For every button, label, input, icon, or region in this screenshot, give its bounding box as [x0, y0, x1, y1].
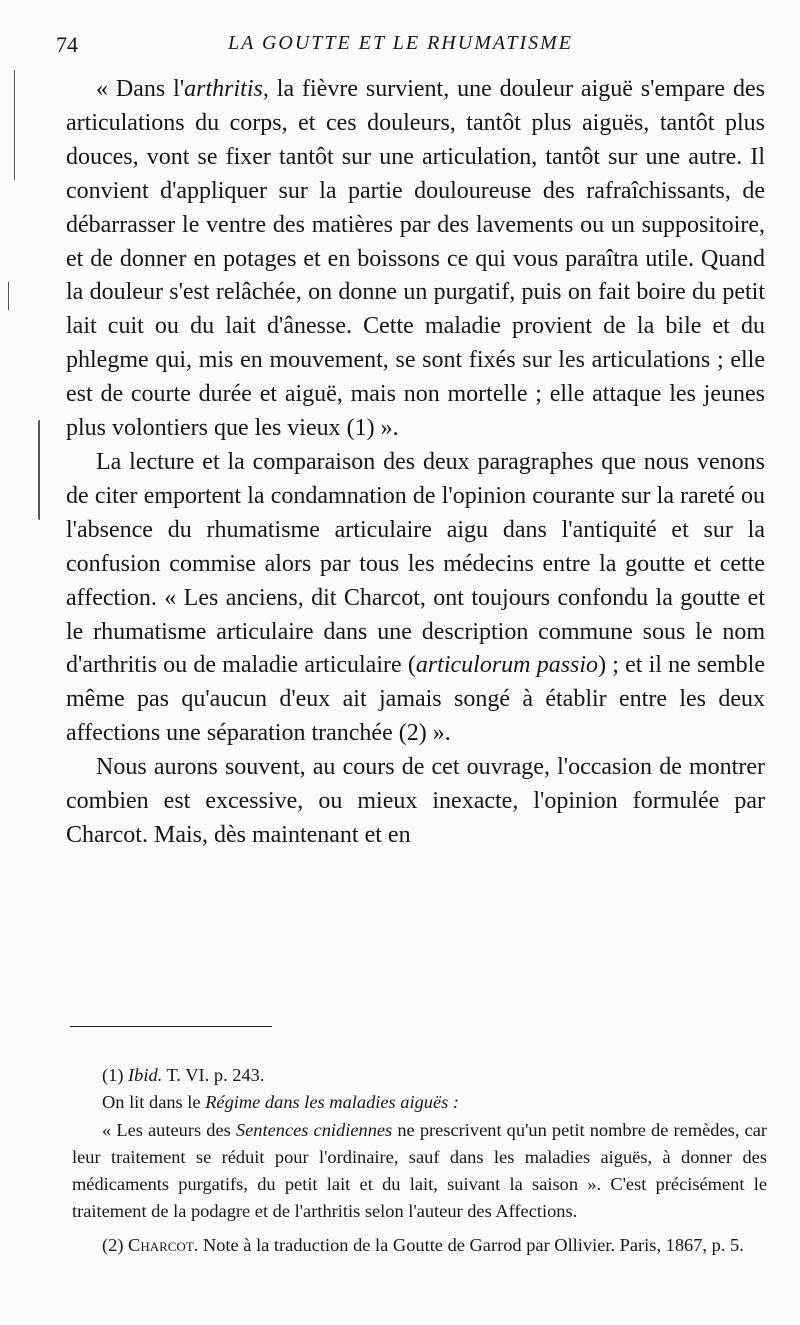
text-run: La lecture et la comparaison des deux paragraphes que nous venons de citer emportent la condamnation de l'opinion courante sur la rareté ou l'absence du rhumatisme articulaire aigu dans l'antiquité et sur la confusion commise alors par tous les médecins entre la goutte et cette affection. « Les anciens, dit Charcot, ont toujours confondu la goutte et le rhumatisme articulaire dans une description commune sous le nom d'arthritis ou de maladie articulaire (	[66, 448, 765, 679]
footnote-2	[72, 1232, 767, 1259]
footnotes	[72, 1062, 767, 1265]
italic-term: arthritis,	[184, 76, 269, 102]
text-run: On lit dans le	[102, 1092, 206, 1113]
text-run: ) ; et il ne semble même pas qu'aucun d'eux ait jamais songé à établir entre les deux affections une séparation tranchée (2) ».	[66, 652, 766, 747]
text-run: la fièvre survient, une douleur aiguë s'empare des articulations du corps, et ces douleurs, tantôt plus aiguës, tantôt plus douces, vont se fixer tantôt sur une articulation, tantôt sur une autre. Il convient d'appliquer sur la partie douloureuse des rafraîchissants, de débarrasser le ventre des matières par des lavements ou un suppositoire, et de donner en potages et en boissons ce qui vous paraîtra utile. Quand la douleur s'est relâchée, on donne un purgatif, puis on fait boire du petit lait cuit ou du lait d'ânesse. Cette maladie provient de la bile et du phlegme qui, mis en mouvement, se sont fixés sur les articulations ; elle est de courte durée et aiguë, mais non mortelle ; elle attaque les jeunes plus volontiers que les vieux (1) ».	[66, 76, 765, 442]
italic-term: articulorum passio	[415, 652, 599, 679]
italic-term: Ibid.	[128, 1065, 163, 1085]
footnote-rule	[70, 1026, 272, 1027]
footnote-1	[72, 1062, 767, 1089]
running-head	[56, 32, 776, 62]
footnote-label: (2)	[102, 1234, 129, 1255]
page-number: 74	[56, 32, 78, 57]
text-run: Nous aurons souvent, au cours de cet ouvrage, l'occasion de montrer combien est excessive, ou mieux inexacte, l'opinion formulée par Charcot. Mais, dès maintenant et en	[66, 754, 765, 848]
italic-title: Sentences cnidiennes	[235, 1119, 393, 1140]
text-run: « Dans l'	[96, 76, 185, 102]
italic-title: Régime dans les maladies aiguës :	[205, 1092, 460, 1113]
text-run: ne prescrivent qu'un petit nombre de remèdes, car leur traitement se réduit pour l'ordinaire, sauf dans les maladies aiguës, à donner des médicaments purgatifs, du petit lait et du lait, suivant la saison ». C'est précisément le traitement de la podagre et de l'arthritis selon l'auteur des Affections.	[72, 1119, 767, 1222]
margin-pencil-mark	[14, 70, 15, 180]
paragraph-commentary	[66, 446, 765, 751]
running-title: LA GOUTTE ET LE RHUMATISME	[228, 32, 573, 54]
main-text	[66, 73, 765, 853]
paragraph-continuation	[66, 751, 765, 853]
footnote-1-quotation	[72, 1117, 767, 1226]
text-run: . Note à la traduction de la Goutte de Garrod par Ollivier. Paris, 1867, p. 5.	[193, 1234, 744, 1255]
footnote-reference: T. VI. p. 243.	[162, 1065, 265, 1085]
footnote-label: (1)	[102, 1065, 129, 1085]
margin-pencil-mark	[8, 282, 9, 310]
margin-bracket-mark	[38, 420, 40, 520]
author-name: Charcot	[128, 1234, 194, 1255]
paragraph-quotation	[66, 73, 765, 446]
footnote-1-continuation	[72, 1089, 767, 1116]
text-run: « Les auteurs des	[102, 1119, 236, 1140]
